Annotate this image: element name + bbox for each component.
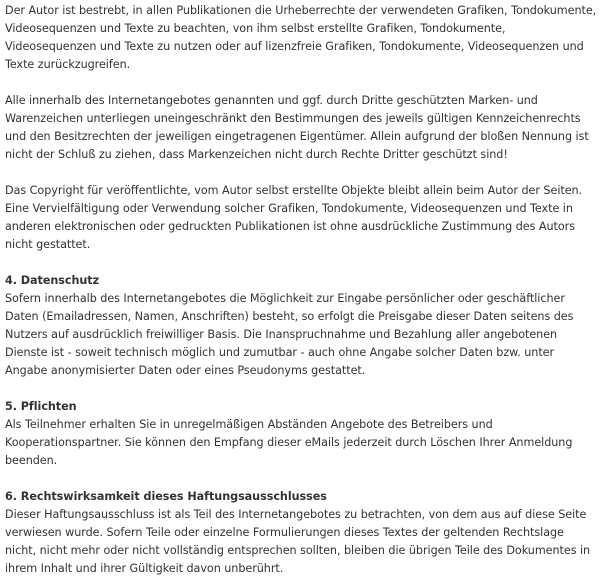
section-pflichten	[5, 398, 600, 470]
section-body: Sofern innerhalb des Internetangebotes die Möglichkeit zur Eingabe persönlicher oder geschäftlicher Daten (Emailadressen, Namen, Anschriften) besteht, so erfolgt die Preisgabe dieser Daten seitens des Nutzers auf ausdrücklich freiwilliger Basis. Die Inanspruchnahme und Bezahlung aller angebotenen Dienste ist - soweit technisch möglich und zumutbar - auch ohne Angabe solcher Daten bzw. unter Angabe anonymisierter Daten oder eines Pseudonyms gestattet.	[5, 292, 574, 377]
section-title: 5. Pflichten	[5, 400, 77, 413]
section-title: 4. Datenschutz	[5, 274, 100, 287]
paragraph-gap	[5, 470, 600, 488]
intro-paragraph-copyright-effort: Der Autor ist bestrebt, in allen Publikationen die Urheberrechte der verwendeten Grafiken, Tondokumente, Videosequenzen und Texte zu beachten, von ihm selbst erstellte Grafiken, Tondokumente, Videosequenzen und Texte zu nutzen oder auf lizenzfreie Grafiken, Tondokumente, Videosequenzen und Texte zurückzugreifen.	[5, 4, 597, 71]
paragraph-gap	[5, 74, 600, 92]
paragraph-gap	[5, 380, 600, 398]
section-rechtswirksamkeit	[5, 488, 600, 578]
intro-paragraph-copyright-author: Das Copyright für veröffentlichte, vom Autor selbst erstellte Objekte bleibt allein beim Autor der Seiten. Eine Vervielfältigung oder Verwendung solcher Grafiken, Tondokumente, Videosequenzen und Texte in anderen elektronischen oder gedruckten Publikationen ist ohne ausdrückliche Zustimmung des Autors nicht gestattet.	[5, 184, 583, 251]
section-title: 6. Rechtswirksamkeit dieses Haftungsausschlusses	[5, 490, 327, 503]
section-body: Dieser Haftungsausschluss ist als Teil des Internetangebotes zu betrachten, von dem aus auf diese Seite verwiesen wurde. Sofern Teile oder einzelne Formulierungen dieses Textes der geltenden Rechtslage nicht, nicht mehr oder nicht vollständig entsprechen sollten, bleiben die übrigen Teile des Dokumentes in ihrem Inhalt und ihrer Gültigkeit davon unberührt.	[5, 508, 591, 575]
intro-paragraph-trademarks: Alle innerhalb des Internetangebotes genannten und ggf. durch Dritte geschützten Marken- und Warenzeichen unterliegen uneingeschränkt den Bestimmungen des jeweils gültigen Kennzeichenrechts und den Besitzrechten der jeweiligen eingetragenen Eigentümer. Allein aufgrund der bloßen Nennung ist nicht der Schluß zu ziehen, dass Markenzeichen nicht durch Rechte Dritter geschützt sind!	[5, 94, 589, 161]
paragraph-gap	[5, 164, 600, 182]
paragraph-gap	[5, 254, 600, 272]
section-datenschutz	[5, 272, 600, 380]
section-body: Als Teilnehmer erhalten Sie in unregelmäßigen Abständen Angebote des Betreibers und Kooperationspartner. Sie können den Empfang dieser eMails jederzeit durch Löschen Ihrer Anmeldung beenden.	[5, 418, 573, 467]
